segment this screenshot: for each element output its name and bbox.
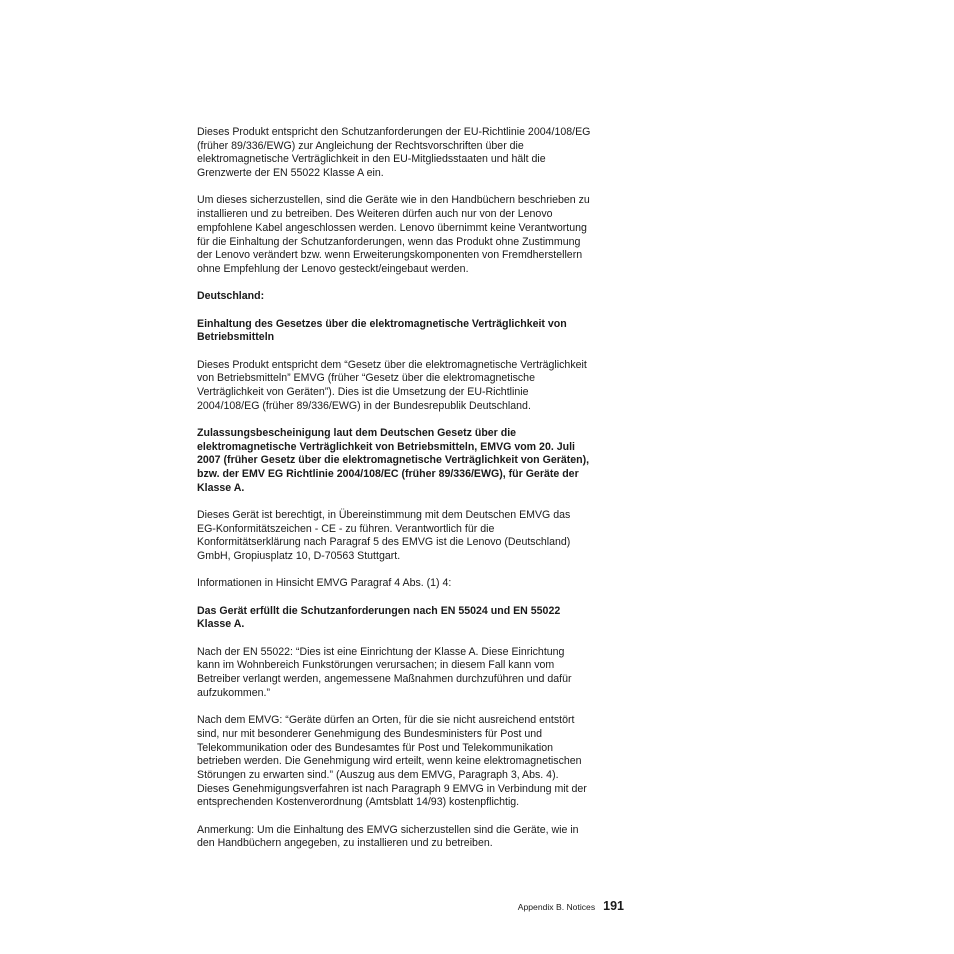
heading-deutschland: Deutschland: [197, 290, 265, 303]
page-footer [518, 899, 624, 913]
footer-section-label: Appendix B. Notices [517, 902, 596, 912]
paragraph-installation-requirements: Um dieses sicherzustellen, sind die Geräte wie in den Handbüchern beschrieben zu installieren und zu betreiben. Des Weiteren dürfen auch nur von der Lenovo empfohlene Kabel angeschlossen werden. Lenovo übernimmt keine Verantwortung für die Einhaltung der Schutzanforderungen, wenn das Produkt ohne Zustimmung der Lenovo verändert bzw. wenn Erweiterungskomponenten von Fremdherstellern ohne Empfehlung der Lenovo gesteckt/eingebaut werden. [197, 194, 590, 275]
heading-emvg-compliance: Einhaltung des Gesetzes über die elektromagnetische Verträglichkeit von Betriebsmitteln [197, 317, 567, 344]
paragraph-ce-marking: Dieses Gerät ist berechtigt, in Übereinstimmung mit dem Deutschen EMVG das EG-Konformitätszeichen - CE - zu führen. Verantwortlich für die Konformitätserklärung nach Paragraf 5 des EMVG ist die Lenovo (Deutschland) GmbH, Gropiusplatz 10, D-70563 Stuttgart. [197, 509, 571, 563]
page-body [197, 126, 637, 865]
heading-protection-requirements: Das Gerät erfüllt die Schutzanforderungen nach EN 55024 und EN 55022 Klasse A. [197, 604, 561, 631]
paragraph-en55022-quote: Nach der EN 55022: “Dies ist eine Einrichtung der Klasse A. Diese Einrichtung kann im Wohnbereich Funkstörungen verursachen; in diesem Fall kann vom Betreiber verlangt werden, angemessene Maßnahmen durchzuführen und dafür aufzukommen.” [197, 645, 572, 699]
paragraph-emvg-law: Dieses Produkt entspricht dem “Gesetz über die elektromagnetische Verträglichkeit von Betriebsmitteln” EMVG (früher “Gesetz über die elektromagnetische Verträglichkeit von Geräten”). Dies ist die Umsetzung der EU-Richtlinie 2004/108/EG (früher 89/336/EWG) in der Bundesrepublik Deutschland. [197, 358, 587, 412]
paragraph-eu-directive: Dieses Produkt entspricht den Schutzanforderungen der EU-Richtlinie 2004/108/EG (früher 89/336/EWG) zur Angleichung der Rechtsvorschriften über die elektromagnetische Verträglichkeit in den EU-Mitgliedsstaaten und hält die Grenzwerte der EN 55022 Klasse A ein. [197, 126, 591, 180]
paragraph-emvg-quote: Nach dem EMVG: “Geräte dürfen an Orten, für die sie nicht ausreichend entstört sind, nur mit besonderer Genehmigung des Bundesministers für Post und Telekommunikation oder des Bundesamtes für Post und Telekommunikation betrieben werden. Die Genehmigung wird erteilt, wenn keine elektromagnetischen Störungen zu erwarten sind.” (Auszug aus dem EMVG, Paragraph 3, Abs. 4). Dieses Genehmigungsverfahren ist nach Paragraph 9 EMVG in Verbindung mit der entsprechenden Kostenverordnung (Amtsblatt 14/93) kostenpflichtig. [197, 714, 587, 809]
paragraph-note: Anmerkung: Um die Einhaltung des EMVG sicherzustellen sind die Geräte, wie in den Handbüchern angegeben, zu installieren und zu betreiben. [197, 823, 579, 850]
paragraph-emvg-info: Informationen in Hinsicht EMVG Paragraf 4 Abs. (1) 4: [197, 577, 452, 590]
heading-certification: Zulassungsbescheinigung laut dem Deutschen Gesetz über die elektromagnetische Verträglichkeit von Betriebsmitteln, EMVG vom 20. Juli 2007 (früher Gesetz über die elektromagnetische Verträglichkeit von Geräten), bzw. der EMV EG Richtlinie 2004/108/EC (früher 89/336/EWG), für Geräte der Klasse A. [197, 426, 590, 494]
page-number: 191 [603, 899, 624, 913]
